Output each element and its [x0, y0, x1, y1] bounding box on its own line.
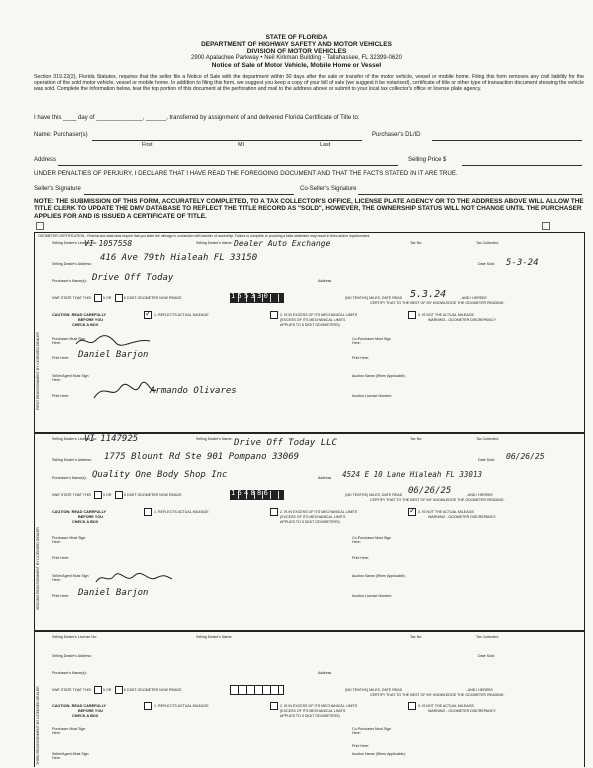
dealer-address-label-2: Selling Dealer's Address: [52, 458, 92, 462]
address-label-3: Address [318, 671, 332, 675]
checkmark-icon-2: ✓ [409, 506, 416, 515]
print-here-label-5: Print Here: [352, 556, 370, 560]
copurchaser-sign-label-3: Co-Purchaser Must Sign Here: [352, 727, 392, 735]
option-2-sub2-2: APPLIES TO 5 DIGIT ODOMETERS) [280, 520, 340, 524]
before-you-label-3: BEFORE YOU [78, 709, 104, 713]
date-sold-label-3: Date Sold: [478, 654, 495, 658]
option-2-sub: (EXCESS OF ITS MECHANICAL LIMITS [280, 318, 346, 322]
checkmark-icon: ✓ [145, 309, 152, 318]
address-label-1: Address [318, 279, 332, 283]
five-or-label: 5 OR [103, 296, 112, 300]
print-here-label-6: Print Here: [52, 594, 70, 598]
six-digit-checkbox[interactable] [115, 294, 123, 302]
six-digit-checkbox-2[interactable] [115, 491, 123, 499]
second-dealer-name-value[interactable]: Drive Off Today LLC [234, 438, 337, 448]
option-1-label-2: 1. REFLECTS ACTUAL MILEAGE [154, 510, 209, 514]
dealer-name-label: Selling Dealer's Name: [196, 241, 233, 245]
second-odometer-value[interactable]: 164886 [231, 489, 271, 497]
perforation-mark-left [36, 222, 44, 230]
selling-price-label: Selling Price $ [408, 157, 447, 163]
third-reassignment-section [34, 630, 585, 767]
excess-limits-checkbox-3[interactable] [270, 702, 278, 710]
tax-no-label-2: Tax No: [410, 437, 423, 441]
option-3-label-2: 3. IS NOT THE ACTUAL MILEAGE. [418, 510, 475, 514]
purchaser-names-label: Purchaser's Name(s): [52, 279, 87, 283]
dealer-license-label: Selling Dealer's License No: [52, 241, 97, 245]
third-odometer-boxes[interactable] [230, 685, 284, 695]
first-odometer-value[interactable]: 155330 [231, 292, 271, 300]
first-name-caption: First [142, 142, 153, 148]
actual-mileage-checkbox-2[interactable] [144, 508, 152, 516]
option-3-warning: WARNING - ODOMETER DISCREPANCY [428, 318, 496, 322]
purchaser-sign-label-3: Purchaser Must Sign Here: [52, 727, 86, 735]
no-tenths-label: (NO TENTHS) MILES, DATE READ [345, 296, 403, 300]
second-reassignment-section [34, 432, 585, 632]
certify-label-2: CERTIFY THAT TO THE BEST OF MY KNOWLEDGE THE ODOMETER READING: [370, 498, 505, 502]
option-2-sub-2: (EXCESS OF ITS MECHANICAL LIMITS [280, 515, 346, 519]
address-label: Address [34, 157, 57, 163]
print-here-label-7: Print Here: [352, 744, 370, 748]
form-title: Notice of Sale of Motor Vehicle, Mobile Home or Vessel [211, 62, 382, 69]
dealer-address-label: Selling Dealer's Address: [52, 262, 92, 266]
seller-agent-sign-label: Seller/Agent Must Sign Here: [52, 374, 89, 382]
certify-label-3: CERTIFY THAT TO THE BEST OF MY KNOWLEDGE THE ODOMETER READING: [370, 693, 505, 697]
address-label-2: Address [318, 476, 332, 480]
tax-no-label-3: Tax No: [410, 635, 423, 639]
option-1-label: 1. REFLECTS ACTUAL MILEAGE [154, 313, 209, 317]
coseller-signature-label: Co-Seller's Signature [300, 186, 357, 192]
six-digit-label-2: 6 DIGIT ODOMETER NOW READS [124, 493, 182, 497]
option-2-sub2: APPLIES TO 5 DIGIT ODOMETERS) [280, 323, 340, 327]
we-state-label-3: I/WE STATE THAT THIS [52, 688, 91, 692]
seller-signature-field[interactable] [84, 194, 294, 195]
second-seller-print-value[interactable]: Daniel Barjon [78, 588, 149, 598]
copurchaser-sign-label-2: Co-Purchaser Must Sign Here: [352, 536, 392, 544]
six-digit-label: 6 DIGIT ODOMETER NOW READS [124, 296, 182, 300]
state-title: STATE OF FLORIDA [265, 34, 328, 41]
second-reassignment-side-label: SECOND REASSIGNMENT BY LICENSED DEALER [36, 527, 40, 610]
second-dealer-license-value[interactable]: VI 1147925 [84, 434, 139, 444]
option-3-warning-3: WARNING - ODOMETER DISCREPANCY [428, 709, 496, 713]
actual-mileage-checkbox-3[interactable] [144, 702, 152, 710]
and-hereby-label-3: , AND I HEREBY [466, 688, 494, 692]
option-3-label: 3. IS NOT THE ACTUAL MILEAGE. [418, 313, 475, 317]
tax-collected-label-3: Tax Collected: [476, 635, 499, 639]
purchaser-sign-label-2: Purchaser Must Sign Here: [52, 536, 86, 544]
caution-label: CAUTION: READ CAREFULLY [52, 313, 107, 317]
and-hereby-label: , AND I HEREBY [460, 296, 488, 300]
before-you-label-2: BEFORE YOU [78, 515, 104, 519]
second-dealer-address-value[interactable]: 1775 Blount Rd Ste 901 Pompano 33069 [104, 452, 300, 462]
no-tenths-label-3: (NO TENTHS) MILES, DATE READ [345, 688, 403, 692]
first-dealer-address-value[interactable]: 416 Ave 79th Hialeah FL 33150 [100, 253, 258, 263]
five-or-label-2: 5 OR [103, 493, 112, 497]
excess-limits-checkbox[interactable] [270, 311, 278, 319]
tax-no-label: Tax No: [410, 241, 423, 245]
division-title: DIVISION OF MOTOR VEHICLES [246, 48, 347, 55]
no-tenths-label-2: (NO TENTHS) MILES, DATE READ [345, 493, 403, 497]
check-a-box-label-3: CHECK A BOX [72, 714, 99, 718]
second-date-read-value[interactable]: 06/26/25 [408, 486, 452, 496]
dealer-name-label-3: Selling Dealer's Name: [196, 635, 233, 639]
purchaser-name-label: Name: Purchaser(s) [34, 132, 88, 138]
perforation-mark-right [542, 222, 550, 230]
perjury-statement: UNDER PENALTIES OF PERJURY, I DECLARE THAT I HAVE READ THE FOREGOING DOCUMENT AND THAT THE FACTS STATED IN IT ARE TRUE. [34, 170, 458, 177]
check-a-box-label: CHECK A BOX [72, 323, 99, 327]
dealer-address-label-3: Selling Dealer's Address: [52, 654, 92, 658]
second-purchaser-address-value[interactable]: 4524 E 10 Lane Hialeah FL 33013 [342, 470, 482, 479]
tax-collected-label: Tax Collected: [476, 241, 499, 245]
caution-label-3: CAUTION: READ CAREFULLY [52, 704, 107, 708]
auction-name-label: Auction Name (When Applicable): [352, 374, 406, 378]
purchaser-dl-field[interactable] [432, 140, 582, 141]
selling-price-field[interactable] [462, 165, 582, 166]
odometer-certification-note: ODOMETER CERTIFICATION - Federal and state laws require that you state the mileage in connection with transfer of ownership. Failure to complete or providing a false statement may result in fines and/or imprisonment. [38, 234, 371, 238]
purchaser-names-label-2: Purchaser's Name(s): [52, 476, 87, 480]
seller-signature-label: Seller's Signature [34, 186, 81, 192]
option-1-label-3: 1. REFLECTS ACTUAL MILEAGE [154, 704, 209, 708]
tax-collected-label-2: Tax Collected: [476, 437, 499, 441]
first-purchaser-value[interactable]: Drive Off Today [92, 273, 174, 283]
transfer-statement: I have this ____ day of ______________, ______, transferred by assignment of and delivered Florida Certificate of Title to: [34, 115, 360, 121]
first-dealer-license-value[interactable]: VI 1057558 [84, 239, 133, 248]
auction-name-label-2: Auction Name (When Applicable): [352, 574, 406, 578]
first-date-read-value[interactable]: 5.3.24 [410, 289, 447, 300]
date-sold-label-2: Date Sold: [478, 458, 495, 462]
date-sold-label: Date Sold: [478, 262, 495, 266]
option-2-label-3: 2. IS IN EXCESS OF ITS MECHANICAL LIMITS [280, 704, 358, 708]
purchaser-name-field[interactable] [92, 140, 362, 141]
before-you-label: BEFORE YOU [78, 318, 104, 322]
purchaser-dl-label: Purchaser's DL/ID [372, 132, 421, 138]
and-hereby-label-2: , AND I HEREBY [466, 493, 494, 497]
department-address: 2900 Apalachee Parkway • Neil Kirkman Building - Tallahassee, FL 32399-0620 [191, 55, 402, 61]
caution-label-2: CAUTION: READ CAREFULLY [52, 510, 107, 514]
five-digit-checkbox[interactable] [94, 294, 102, 302]
five-digit-checkbox-3[interactable] [94, 686, 102, 694]
third-reassignment-side-label: THIRD REASSIGNMENT BY LICENSED DEALER [36, 686, 40, 765]
first-reassignment-side-label: FIRST REASSIGNMENT BY LICENSED DEALER [36, 332, 40, 410]
print-here-label-4: Print Here: [52, 556, 70, 560]
purchaser-names-label-3: Purchaser's Name(s): [52, 671, 87, 675]
copurchaser-sign-label: Co-Purchaser Must Sign Here: [352, 337, 392, 345]
print-here-label-3: Print Here: [52, 394, 70, 398]
we-state-label: I/WE STATE THAT THIS [52, 296, 91, 300]
option-2-label: 2. IS IN EXCESS OF ITS MECHANICAL LIMITS [280, 313, 358, 317]
dealer-license-label-3: Selling Dealer's License No: [52, 635, 97, 639]
check-a-box-label-2: CHECK A BOX [72, 520, 99, 524]
second-seller-signature[interactable] [94, 570, 174, 586]
auction-license-label: Auction License Number: [352, 394, 393, 398]
six-digit-checkbox-3[interactable] [115, 686, 123, 694]
first-dealer-name-value[interactable]: Dealer Auto Exchange [234, 239, 331, 248]
seller-agent-sign-label-2: Seller/Agent Must Sign Here: [52, 574, 89, 582]
department-title: DEPARTMENT OF HIGHWAY SAFETY AND MOTOR VEHICLES [201, 41, 392, 48]
print-here-label-1: Print Here: [52, 356, 70, 360]
dealer-name-label-2: Selling Dealer's Name: [196, 437, 233, 441]
not-actual-checkbox-3[interactable] [408, 702, 416, 710]
purchaser-sign-label: Purchaser Must Sign Here: [52, 337, 86, 345]
second-date-sold-value[interactable]: 06/26/25 [506, 452, 545, 461]
auction-name-label-3: Auction Name (When Applicable): [352, 752, 406, 756]
submission-note: NOTE: THE SUBMISSION OF THIS FORM, ACCURATELY COMPLETED, TO A TAX COLLECTOR'S OFFICE, LICENSE PLATE AGENCY OR TO THE ADDRESS ABOVE WILL ALLOW THE TITLE CLERK TO UPDATE THE DMV DATABASE TO REFLECT THE TITLE RECORD AS "SOLD", HOWEVER, THE OWNERSHIP STATUS WILL NOT CHANGE UNTIL THE PURCHASER APPLIES FOR AND IS ISSUED A CERTIFICATE OF TITLE. [34, 198, 584, 220]
not-actual-checkbox[interactable] [408, 311, 416, 319]
auction-license-label-2: Auction License Number: [352, 594, 393, 598]
mi-caption: MI [238, 142, 244, 148]
first-date-sold-value[interactable]: 5-3-24 [506, 258, 539, 268]
option-2-sub-3: (EXCESS OF ITS MECHANICAL LIMITS [280, 709, 346, 713]
first-purchaser-signature[interactable] [74, 334, 154, 348]
excess-limits-checkbox-2[interactable] [270, 508, 278, 516]
second-purchaser-value[interactable]: Quality One Body Shop Inc [92, 470, 228, 480]
option-3-label-3: 3. IS NOT THE ACTUAL MILEAGE. [418, 704, 475, 708]
we-state-label-2: I/WE STATE THAT THIS [52, 493, 91, 497]
first-seller-print-value[interactable]: Armando Olivares [150, 386, 237, 396]
option-2-label-2: 2. IS IN EXCESS OF ITS MECHANICAL LIMITS [280, 510, 358, 514]
seller-agent-sign-label-3: Seller/Agent Must Sign Here: [52, 752, 89, 760]
first-print-purchaser-value[interactable]: Daniel Barjon [78, 350, 149, 360]
certify-label: CERTIFY THAT TO THE BEST OF MY KNOWLEDGE THE ODOMETER READING: [370, 301, 505, 305]
print-here-label-2: Print Here: [352, 356, 370, 360]
option-2-sub2-3: APPLIES TO 5 DIGIT ODOMETERS) [280, 714, 340, 718]
six-digit-label-3: 6 DIGIT ODOMETER NOW READS [124, 688, 182, 692]
intro-paragraph: Section 319.22(2), Florida Statutes, requires that the seller file a Notice of Sale with the department within 30 days after the sale or transfer of the motor vehicle, vessel or mobile home. Filing this form removes any civil liability for the operation of the sold motor vehicle, vessel or mobile home. In addition to filing this form, we suggest you keep a copy of your bill of sale (we suggest it be notarized), certificate of title or other type of transaction document showing the vehicle was sold. Complete the information below, tear the top portion of this document at the perforation and mail to the address above or submit to your local tax collector's office or license plate agency. [34, 74, 584, 92]
dealer-license-label-2: Selling Dealer's License No: [52, 437, 97, 441]
option-3-warning-2: WARNING - ODOMETER DISCREPANCY [428, 515, 496, 519]
address-field[interactable] [58, 165, 398, 166]
coseller-signature-field[interactable] [358, 194, 582, 195]
last-name-caption: Last [320, 142, 331, 148]
five-digit-checkbox-2[interactable] [94, 491, 102, 499]
five-or-label-3: 5 OR [103, 688, 112, 692]
